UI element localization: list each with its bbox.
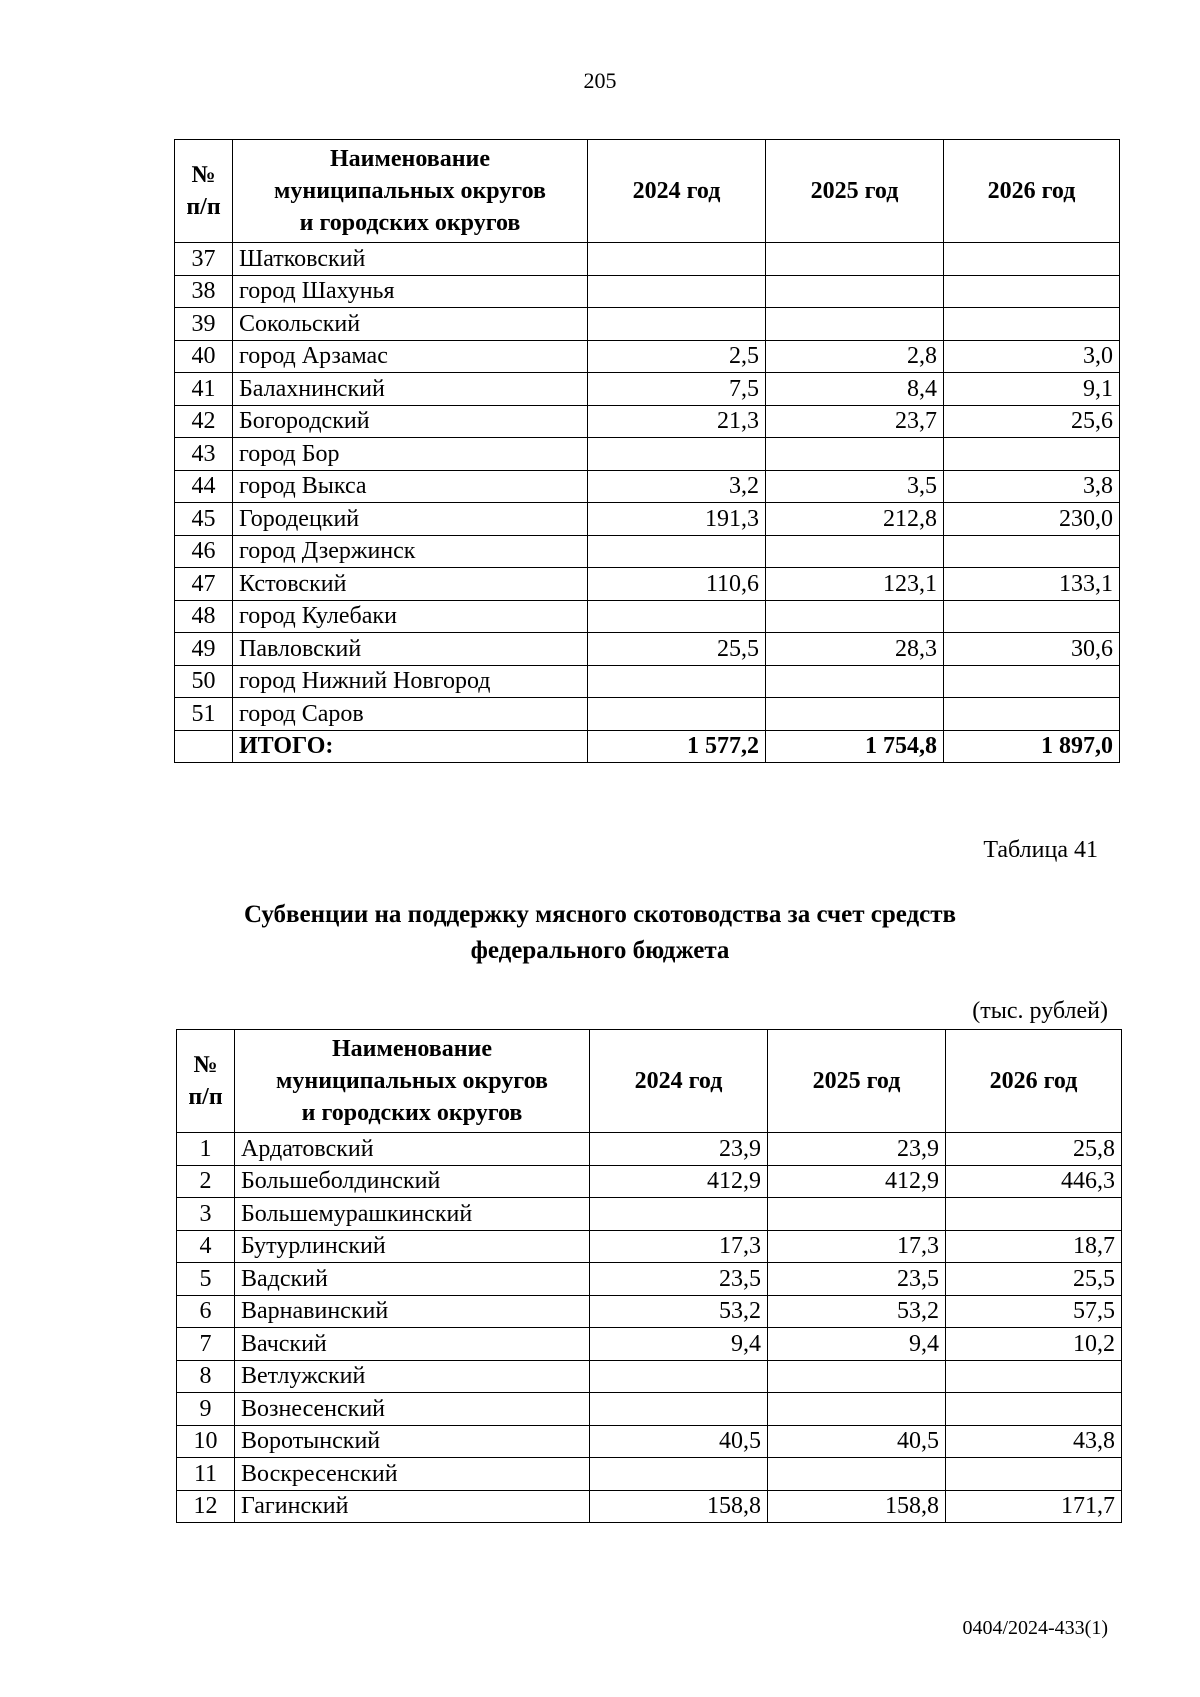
- table-row: [175, 600, 1120, 633]
- district-name: город Шахунья: [233, 275, 588, 308]
- value-2026: 133,1: [944, 568, 1120, 601]
- table-row: [175, 308, 1120, 341]
- value-2025: [766, 665, 944, 698]
- row-number: 50: [175, 665, 233, 698]
- value-2024: [588, 308, 766, 341]
- district-name: Большеболдинский: [235, 1165, 590, 1198]
- row-number: 41: [175, 373, 233, 406]
- value-2024: 17,3: [590, 1230, 768, 1263]
- value-2025: 3,5: [766, 470, 944, 503]
- table-row: [175, 243, 1120, 276]
- district-name: Сокольский: [233, 308, 588, 341]
- column-header-name: [235, 1030, 590, 1133]
- column-header-2025: 2025 год: [768, 1030, 946, 1133]
- column-header-2026: 2026 год: [944, 140, 1120, 243]
- value-2024: 412,9: [590, 1165, 768, 1198]
- district-name: Ветлужский: [235, 1360, 590, 1393]
- column-header-2026: 2026 год: [946, 1030, 1122, 1133]
- value-2024: 9,4: [590, 1328, 768, 1361]
- value-2025: 8,4: [766, 373, 944, 406]
- value-2026: 30,6: [944, 633, 1120, 666]
- value-2025: 2,8: [766, 340, 944, 373]
- total-row: [175, 730, 1120, 763]
- value-2024: 158,8: [590, 1490, 768, 1523]
- value-2026: [944, 308, 1120, 341]
- row-number: 42: [175, 405, 233, 438]
- value-2026: 3,8: [944, 470, 1120, 503]
- value-2025: 412,9: [768, 1165, 946, 1198]
- value-2025: 123,1: [766, 568, 944, 601]
- district-name: Вознесенский: [235, 1393, 590, 1426]
- value-2025: 23,9: [768, 1133, 946, 1166]
- document-code: 0404/2024-433(1): [962, 1617, 1108, 1639]
- value-2024: 21,3: [588, 405, 766, 438]
- header-name-line: муниципальных округов: [276, 1068, 548, 1094]
- value-2025: 53,2: [768, 1295, 946, 1328]
- page-number: 205: [583, 68, 617, 93]
- value-2025: 212,8: [766, 503, 944, 536]
- column-header-number: № п/п: [175, 140, 233, 243]
- meat-cattle-subsidy-table: [176, 1029, 1122, 1523]
- row-number: 9: [177, 1393, 235, 1426]
- row-number: 1: [177, 1133, 235, 1166]
- row-number: 49: [175, 633, 233, 666]
- value-2026: [946, 1360, 1122, 1393]
- row-number: 39: [175, 308, 233, 341]
- value-2025: [768, 1360, 946, 1393]
- header-name-line: Наименование: [330, 146, 490, 172]
- value-2025: [766, 600, 944, 633]
- value-2025: [766, 698, 944, 731]
- table-row: [177, 1165, 1122, 1198]
- total-2026: 1 897,0: [944, 730, 1120, 763]
- row-number: 8: [177, 1360, 235, 1393]
- value-2024: 3,2: [588, 470, 766, 503]
- column-header-name: [233, 140, 588, 243]
- row-number: 47: [175, 568, 233, 601]
- row-number: 51: [175, 698, 233, 731]
- header-name-line: Наименование: [332, 1036, 492, 1062]
- table-label: Таблица 41: [983, 837, 1098, 863]
- value-2024: [588, 665, 766, 698]
- total-2025: 1 754,8: [766, 730, 944, 763]
- table-row: [175, 275, 1120, 308]
- value-2024: [590, 1198, 768, 1231]
- value-2026: [946, 1393, 1122, 1426]
- value-2026: 25,5: [946, 1263, 1122, 1296]
- table-row: [177, 1263, 1122, 1296]
- district-name: город Кулебаки: [233, 600, 588, 633]
- row-number: 44: [175, 470, 233, 503]
- row-number: 45: [175, 503, 233, 536]
- value-2026: [944, 438, 1120, 471]
- value-2025: 23,5: [768, 1263, 946, 1296]
- value-2025: 28,3: [766, 633, 944, 666]
- district-name: город Арзамас: [233, 340, 588, 373]
- value-2025: [766, 535, 944, 568]
- row-number: 3: [177, 1198, 235, 1231]
- value-2025: 23,7: [766, 405, 944, 438]
- value-2025: 158,8: [768, 1490, 946, 1523]
- row-number: 5: [177, 1263, 235, 1296]
- row-number: 4: [177, 1230, 235, 1263]
- table-row: [177, 1230, 1122, 1263]
- value-2024: 2,5: [588, 340, 766, 373]
- column-header-2024: 2024 год: [588, 140, 766, 243]
- subsidy-table-continued: [174, 139, 1120, 763]
- value-2024: [588, 438, 766, 471]
- value-2024: [588, 535, 766, 568]
- table-row: [175, 470, 1120, 503]
- value-2026: [944, 275, 1120, 308]
- value-2024: [590, 1360, 768, 1393]
- value-2024: [588, 275, 766, 308]
- district-name: Варнавинский: [235, 1295, 590, 1328]
- table-row: [177, 1458, 1122, 1491]
- district-name: Гагинский: [235, 1490, 590, 1523]
- row-number: 7: [177, 1328, 235, 1361]
- value-2026: 9,1: [944, 373, 1120, 406]
- table-row: [175, 535, 1120, 568]
- row-number: 12: [177, 1490, 235, 1523]
- district-name: Большемурашкинский: [235, 1198, 590, 1231]
- value-2026: 230,0: [944, 503, 1120, 536]
- units-note: (тыс. рублей): [972, 998, 1108, 1024]
- value-2026: 171,7: [946, 1490, 1122, 1523]
- district-name: Шатковский: [233, 243, 588, 276]
- table-row: [177, 1425, 1122, 1458]
- district-name: Вадский: [235, 1263, 590, 1296]
- district-name: Воскресенский: [235, 1458, 590, 1491]
- district-name: Городецкий: [233, 503, 588, 536]
- value-2025: 9,4: [768, 1328, 946, 1361]
- district-name: город Бор: [233, 438, 588, 471]
- table-row: [175, 438, 1120, 471]
- value-2024: [588, 698, 766, 731]
- district-name: Богородский: [233, 405, 588, 438]
- district-name: город Нижний Новгород: [233, 665, 588, 698]
- district-name: Воротынский: [235, 1425, 590, 1458]
- value-2026: 3,0: [944, 340, 1120, 373]
- value-2025: [768, 1458, 946, 1491]
- row-number: 10: [177, 1425, 235, 1458]
- district-name: Ардатовский: [235, 1133, 590, 1166]
- header-name-line: и городских округов: [301, 1100, 523, 1126]
- value-2024: 110,6: [588, 568, 766, 601]
- value-2025: [768, 1393, 946, 1426]
- table-row: [175, 633, 1120, 666]
- value-2024: 40,5: [590, 1425, 768, 1458]
- value-2026: 446,3: [946, 1165, 1122, 1198]
- table-title: [0, 897, 1200, 969]
- value-2025: [766, 275, 944, 308]
- value-2025: 17,3: [768, 1230, 946, 1263]
- value-2026: [944, 243, 1120, 276]
- district-name: Бутурлинский: [235, 1230, 590, 1263]
- district-name: Павловский: [233, 633, 588, 666]
- value-2026: [944, 600, 1120, 633]
- value-2026: [946, 1198, 1122, 1231]
- row-number: 40: [175, 340, 233, 373]
- table-header-row: [177, 1030, 1122, 1133]
- value-2025: [766, 308, 944, 341]
- table-row: [177, 1295, 1122, 1328]
- value-2024: 191,3: [588, 503, 766, 536]
- title-line: Субвенции на поддержку мясного скотоводства за счет средств: [243, 901, 957, 928]
- value-2024: [590, 1393, 768, 1426]
- district-name: город Саров: [233, 698, 588, 731]
- value-2024: [588, 243, 766, 276]
- row-number: 48: [175, 600, 233, 633]
- district-name: город Выкса: [233, 470, 588, 503]
- district-name: Балахнинский: [233, 373, 588, 406]
- value-2026: 57,5: [946, 1295, 1122, 1328]
- value-2025: [766, 438, 944, 471]
- value-2025: [766, 243, 944, 276]
- district-name: Кстовский: [233, 568, 588, 601]
- table-row: [175, 373, 1120, 406]
- value-2024: 23,5: [590, 1263, 768, 1296]
- table-row: [175, 698, 1120, 731]
- value-2026: [944, 698, 1120, 731]
- value-2026: 10,2: [946, 1328, 1122, 1361]
- table-row: [175, 340, 1120, 373]
- column-header-2024: 2024 год: [590, 1030, 768, 1133]
- header-name-line: муниципальных округов: [274, 178, 546, 204]
- district-name: Вачский: [235, 1328, 590, 1361]
- value-2026: 25,8: [946, 1133, 1122, 1166]
- value-2024: 53,2: [590, 1295, 768, 1328]
- table-row: [175, 503, 1120, 536]
- table-row: [177, 1133, 1122, 1166]
- value-2026: [946, 1458, 1122, 1491]
- value-2026: 18,7: [946, 1230, 1122, 1263]
- row-number: 46: [175, 535, 233, 568]
- table-row: [175, 405, 1120, 438]
- table-row: [177, 1490, 1122, 1523]
- value-2026: [944, 665, 1120, 698]
- row-number: 37: [175, 243, 233, 276]
- header-name-line: и городских округов: [299, 210, 521, 236]
- row-number: 2: [177, 1165, 235, 1198]
- total-number-cell: [175, 730, 233, 763]
- row-number: 11: [177, 1458, 235, 1491]
- table-row: [177, 1360, 1122, 1393]
- value-2026: 25,6: [944, 405, 1120, 438]
- row-number: 38: [175, 275, 233, 308]
- title-line: федерального бюджета: [470, 937, 730, 964]
- total-label: ИТОГО:: [233, 730, 588, 763]
- row-number: 6: [177, 1295, 235, 1328]
- row-number: 43: [175, 438, 233, 471]
- value-2024: 25,5: [588, 633, 766, 666]
- value-2026: 43,8: [946, 1425, 1122, 1458]
- column-header-number: № п/п: [177, 1030, 235, 1133]
- value-2024: 23,9: [590, 1133, 768, 1166]
- value-2024: [588, 600, 766, 633]
- table-row: [177, 1328, 1122, 1361]
- value-2025: [768, 1198, 946, 1231]
- table-row: [175, 665, 1120, 698]
- value-2026: [944, 535, 1120, 568]
- total-2024: 1 577,2: [588, 730, 766, 763]
- column-header-2025: 2025 год: [766, 140, 944, 243]
- value-2025: 40,5: [768, 1425, 946, 1458]
- table-row: [175, 568, 1120, 601]
- table-header-row: [175, 140, 1120, 243]
- district-name: город Дзержинск: [233, 535, 588, 568]
- value-2024: [590, 1458, 768, 1491]
- value-2024: 7,5: [588, 373, 766, 406]
- table-row: [177, 1198, 1122, 1231]
- table-row: [177, 1393, 1122, 1426]
